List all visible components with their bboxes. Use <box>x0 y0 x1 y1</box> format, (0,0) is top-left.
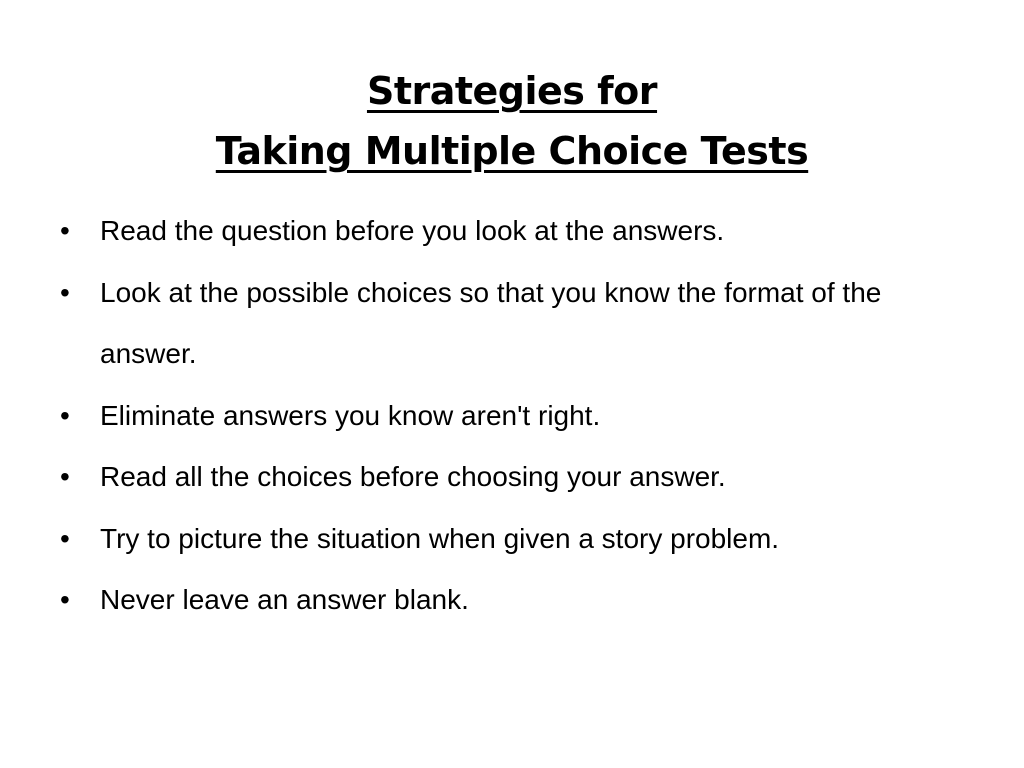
bullet-icon: • <box>60 522 70 554</box>
bullet-list <box>58 200 978 631</box>
bullet-item <box>58 508 978 570</box>
bullet-text: Eliminate answers you know aren't right. <box>100 399 601 431</box>
bullet-item <box>58 262 978 385</box>
bullet-item <box>58 446 978 508</box>
title-line-2: Taking Multiple Choice Tests <box>215 129 809 174</box>
bullet-icon: • <box>60 215 70 246</box>
bullet-icon: • <box>60 399 70 431</box>
bullet-icon: • <box>60 461 70 492</box>
bullet-text: Try to picture the situation when given a story problem. <box>100 522 780 554</box>
bullet-text: Read the question before you look at the answers. <box>100 215 725 246</box>
bullet-item <box>58 200 978 262</box>
slide-title <box>0 61 1024 181</box>
bullet-text: Read all the choices before choosing your answer. <box>100 461 726 492</box>
bullet-item <box>58 385 978 447</box>
bullet-icon: • <box>60 584 70 615</box>
title-line-1: Strategies for <box>366 69 658 114</box>
bullet-icon: • <box>60 276 70 308</box>
bullet-text: Look at the possible choices so that you know the format of the answer. <box>100 276 882 369</box>
bullet-text: Never leave an answer blank. <box>100 584 469 615</box>
bullet-item <box>58 569 978 631</box>
